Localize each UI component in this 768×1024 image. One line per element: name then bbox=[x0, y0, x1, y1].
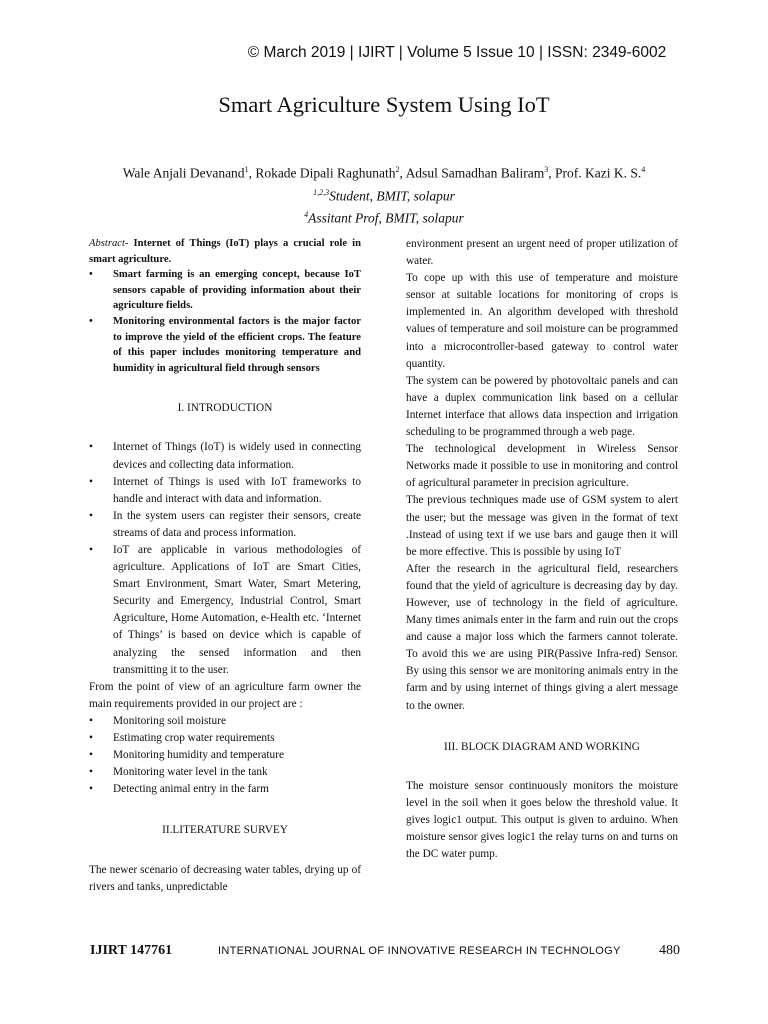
paper-code: IJIRT 147761 bbox=[90, 943, 173, 958]
section-heading: I. INTRODUCTION bbox=[177, 402, 273, 415]
author-name: Prof. Kazi K. S. bbox=[555, 165, 642, 181]
affiliation: $^{1,2,3}$Student, BMIT, solapur bbox=[313, 187, 455, 203]
paper-title: Smart Agriculture System Using IoT bbox=[218, 92, 550, 117]
paragraph: The technological development in Wireless Sensor Networks made it possible to use in monitoring and control of agricultural parameter in precision agriculture. bbox=[406, 443, 678, 490]
author-name: Rokade Dipali Raghunath bbox=[255, 165, 396, 181]
paragraph: From the point of view of an agriculture farm owner the main requirements provided in our project are : bbox=[89, 680, 361, 710]
list-item: • IoT are applicable in various methodologies of agriculture. Applications of IoT are Smart Cities, Smart Environment, Smart Water, Smart Metering, Security and Emergency, Industrial Control, Smart Agriculture, Home Automation, e-Health etc. ‘Internet of Things’ is based on device which is capable of analyzing the sensed information and then transmitting it to the user. bbox=[89, 544, 361, 676]
requirements-list bbox=[89, 713, 361, 798]
affiliation: $^4$Assitant Prof, BMIT, solapur bbox=[304, 210, 464, 226]
journal-name: INTERNATIONAL JOURNAL OF INNOVATIVE RESEARCH IN TECHNOLOGY bbox=[218, 945, 621, 957]
page-number: 480 bbox=[659, 943, 680, 958]
right-column bbox=[406, 236, 678, 863]
list-item: • Estimating crop water requirements bbox=[89, 732, 275, 745]
list-item: • Monitoring water level in the tank bbox=[89, 766, 268, 779]
journal-header: © March 2019 | IJIRT | Volume 5 Issue 10 | ISSN: 2349-6002 bbox=[247, 44, 667, 61]
intro-bullets bbox=[89, 439, 361, 678]
paragraph: The newer scenario of decreasing water tables, drying up of rivers and tanks, unpredictable bbox=[89, 863, 361, 893]
list-item: • Monitoring humidity and temperature bbox=[89, 749, 284, 762]
abstract: Abstract- Internet of Things (IoT) plays a crucial role in smart agriculture. bbox=[89, 238, 361, 265]
abstract-bullets bbox=[89, 267, 361, 376]
list-item: • Detecting animal entry in the farm bbox=[89, 783, 269, 796]
paragraph: The previous techniques made use of GSM system to alert the user; but the message was given in the format of text .Instead of using text if we use bars and gauge then it will be more effective. This is possible by using IoT bbox=[406, 494, 678, 558]
list-item: • Monitoring environmental factors is the major factor to improve the yield of the efficient crops. The feature of this paper includes monitoring temperature and humidity in agricultural field through sensors bbox=[89, 315, 361, 374]
author-name: Adsul Samadhan Baliram bbox=[405, 165, 545, 181]
list-item: • Internet of Things is used with IoT frameworks to handle and interact with data and information. bbox=[89, 475, 361, 505]
author-name: Wale Anjali Devanand bbox=[122, 165, 245, 181]
paragraph: The moisture sensor continuously monitors the moisture level in the soil when it goes below the threshold value. It gives logic1 output. This output is given to arduino. When moisture sensor gives logic1 the relay turns on and turns on the DC water pump. bbox=[406, 779, 678, 861]
list-item: • Monitoring soil moisture bbox=[89, 714, 226, 727]
list-item: • Internet of Things (IoT) is widely used in connecting devices and collecting data information. bbox=[89, 441, 361, 471]
list-item: • In the system users can register their sensors, create streams of data and process information. bbox=[89, 509, 361, 539]
author-list: Wale Anjali Devanand$^1$, Rokade Dipali Raghunath$^2$, Adsul Samadhan Baliram$^3$, Prof. Kazi K. S.$^4$ bbox=[122, 165, 646, 181]
section-heading: II.LITERATURE SURVEY bbox=[162, 824, 288, 837]
paragraph: After the research in the agricultural field, researchers found that the yield of agriculture is decreasing day by day. However, use of technology in the field of agriculture. Many times animals enter in the farm and ruin out the crops and cause a major loss which the farmers cannot tolerate. To avoid this we are using PIR(Passive Infra-red) Sensor. By using this sensor we are monitoring animals entry in the farm and by using internet of things giving a alert message to the owner. bbox=[406, 562, 678, 712]
paragraph: The system can be powered by photovoltaic panels and can have a duplex communication link based on a cellular Internet interface that allows data inspection and irrigation scheduling to be programmed through a web page. bbox=[406, 374, 678, 439]
left-column bbox=[89, 236, 361, 896]
paragraph: To cope up with this use of temperature and moisture sensor at suitable locations for monitoring of crops is implemented in. An algorithm developed with threshold values of temperature and soil moisture can be programmed into a microcontroller-based gateway to control water quantity. bbox=[406, 272, 678, 370]
section-heading: III. BLOCK DIAGRAM AND WORKING bbox=[444, 740, 640, 753]
list-item: • Smart farming is an emerging concept, because IoT sensors capable of providing information about their agriculture fields. bbox=[89, 269, 361, 312]
paragraph: environment present an urgent need of proper utilization of water. bbox=[406, 238, 678, 268]
author-block bbox=[0, 160, 768, 228]
